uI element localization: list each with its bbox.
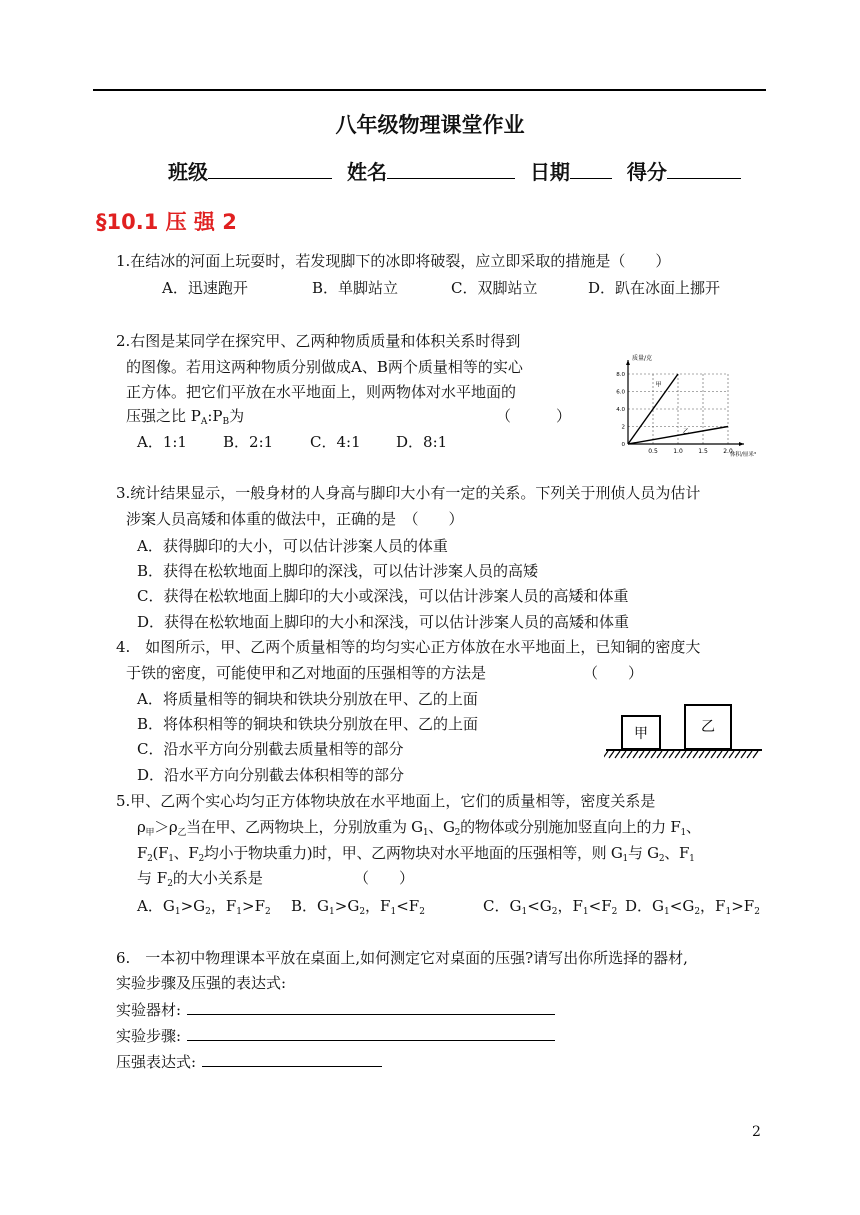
q2-sub-a: A xyxy=(200,417,208,427)
ground-hatch-line xyxy=(639,751,644,758)
cube-yi-label: 乙 xyxy=(701,719,715,735)
q6-equipment xyxy=(116,1000,555,1019)
name-blank[interactable] xyxy=(387,158,515,179)
score-label: 得分 xyxy=(626,160,667,184)
series-label-jia: 甲 xyxy=(655,381,662,389)
q4-option-d: D．沿水平方向分别截去体积相等的部分 xyxy=(137,766,405,784)
date-label: 日期 xyxy=(529,160,570,184)
ground-hatch-line xyxy=(753,751,758,758)
y-axis-arrow xyxy=(626,360,630,365)
y-tick-label: 8.0 xyxy=(616,372,625,378)
q4-answer-paren: （ ） xyxy=(583,664,644,682)
page-number: 2 xyxy=(752,1124,761,1140)
q6-expression-blank[interactable] xyxy=(202,1052,382,1067)
ground-hatch-line xyxy=(681,751,686,758)
q3-line2: 涉案人员高矮和体重的做法中，正确的是 （ ） xyxy=(126,510,464,528)
y-tick-label: 6.0 xyxy=(616,389,625,396)
q5-option-a: A．$G_1>G_2$，$F_1>F_2$ xyxy=(137,897,271,917)
q2-option-d: D．8:1 xyxy=(396,433,448,451)
ground-hatch-line xyxy=(747,751,752,758)
q4-option-c: C．沿水平方向分别截去质量相等的部分 xyxy=(137,740,404,758)
q5-option-c: C．$G_1<G_2$，$F_1<F_2$ xyxy=(483,897,618,917)
q5-option-d: D．$G_1<G_2$，$F_1>F_2$ xyxy=(625,897,760,917)
ground-hatch-line xyxy=(615,751,620,758)
ground-hatch-line xyxy=(687,751,692,758)
q5-answer-paren: （ ） xyxy=(354,869,415,887)
y-tick-label: 2 xyxy=(621,424,625,431)
x-axis-label: 体积/厘米³ xyxy=(730,452,757,458)
ground-hatch-line xyxy=(663,751,668,758)
ground-hatch-line xyxy=(705,751,710,758)
q5-line3: $F_2(F_1$、$F_2$均小于物块重力)时，甲、乙两物块对水平地面的压强相等，则 $G_1$与 $G_2$、$F_1$ xyxy=(137,844,695,864)
ground-hatch-line xyxy=(693,751,698,758)
q2-option-c: C．4:1 xyxy=(310,433,361,451)
q3-option-a: A．获得脚印的大小，可以估计涉案人员的体重 xyxy=(137,537,448,555)
q2-option-b: B．2:1 xyxy=(223,433,274,451)
q2-line2: 的图像。若用这两种物质分别做成A、B两个质量相等的实心 xyxy=(126,358,523,376)
q6-equipment-label: 实验器材: xyxy=(116,1001,182,1019)
mass-volume-chart xyxy=(606,352,764,460)
q2-line4 xyxy=(126,407,244,431)
q6-line1: 6. 一本初中物理课本平放在桌面上,如何测定它对桌面的压强?请写出你所选择的器材, xyxy=(116,949,688,967)
two-cubes-figure xyxy=(604,698,764,760)
ground-hatch-line xyxy=(711,751,716,758)
q4-option-b: B．将体积相等的铜块和铁块分别放在甲、乙的上面 xyxy=(137,715,479,733)
cube-jia-label: 甲 xyxy=(634,726,648,742)
q5-option-b: B．$G_1>G_2$，$F_1<F_2$ xyxy=(291,897,425,917)
y-tick-label: 4.0 xyxy=(616,407,625,413)
series-label-yi: 乙 xyxy=(683,428,690,436)
q2-sub-b: B xyxy=(222,417,230,427)
ground-hatch-line xyxy=(741,751,746,758)
series-line-jia xyxy=(628,374,678,444)
q5-line2: $\rho_甲>\rho_乙$当在甲、乙两物块上，分别放重为 $G_1$、$G_2$的物体或分别施加竖直向上的力 $F_1$、 xyxy=(137,818,701,838)
q2-answer-paren: （ ） xyxy=(496,407,572,425)
q4-line2: 于铁的密度，可能使甲和乙对地面的压强相等的方法是 xyxy=(126,664,487,682)
q6-equipment-blank[interactable] xyxy=(187,1000,555,1015)
ground-hatch-line xyxy=(627,751,632,758)
ground-hatch-line xyxy=(651,751,656,758)
ground-hatch-line xyxy=(669,751,674,758)
ground-hatch-line xyxy=(645,751,650,758)
x-tick-label: 1.5 xyxy=(698,448,708,455)
q3-option-d: D．获得在松软地面上脚印的大小和深浅，可以估计涉案人员的高矮和体重 xyxy=(137,613,630,631)
q5-line4: 与 $F_2$的大小关系是 xyxy=(137,869,263,889)
section-title: §10.1 压 强 2 xyxy=(96,210,237,234)
q4-option-a: A．将质量相等的铜块和铁块分别放在甲、乙的上面 xyxy=(137,690,478,708)
q1-option-c: C．双脚站立 xyxy=(451,279,538,297)
x-axis-arrow xyxy=(739,442,744,446)
q2-line3: 正方体。把它们平放在水平地面上，则两物体对水平地面的 xyxy=(126,383,517,401)
q2-colon: :P xyxy=(207,407,223,425)
q1-option-d: D．趴在冰面上挪开 xyxy=(588,279,721,297)
ground-hatch-line xyxy=(699,751,704,758)
q2-line4-pre: 压强之比 P xyxy=(126,407,201,425)
y-tick-label: 0 xyxy=(621,442,625,448)
ground-hatch-line xyxy=(735,751,740,758)
ground-hatch-line xyxy=(717,751,722,758)
q1-stem: 1.在结冰的河面上玩耍时，若发现脚下的冰即将破裂，应立即采取的措施是（ ） xyxy=(116,252,671,270)
ground-hatch-line xyxy=(609,751,614,758)
x-tick-label: 1.0 xyxy=(673,448,683,455)
q2-option-a: A．1:1 xyxy=(137,433,187,451)
score-blank[interactable] xyxy=(667,158,741,179)
ground-hatch-line xyxy=(657,751,662,758)
q2-line4-post: 为 xyxy=(229,407,245,425)
x-tick-label: 0.5 xyxy=(648,448,658,455)
q6-steps xyxy=(116,1026,555,1045)
q2-line1: 2.右图是某同学在探究甲、乙两种物质质量和体积关系时得到 xyxy=(116,332,521,350)
q3-option-c: C．获得在松软地面上脚印的大小或深浅，可以估计涉案人员的高矮和体重 xyxy=(137,587,629,605)
q3-line1: 3.统计结果显示，一般身材的人身高与脚印大小有一定的关系。下列关于刑侦人员为估计 xyxy=(116,484,701,502)
ground-hatch-line xyxy=(723,751,728,758)
date-blank[interactable] xyxy=(570,158,612,179)
x-tick-label: 2.0 xyxy=(723,448,733,455)
q3-option-b: B．获得在松软地面上脚印的深浅，可以估计涉案人员的高矮 xyxy=(137,562,539,580)
ground-hatch-line xyxy=(675,751,680,758)
ground-hatch-line xyxy=(621,751,626,758)
q6-expression xyxy=(116,1052,382,1071)
q6-line2: 实验步骤及压强的表达式: xyxy=(116,974,287,992)
class-blank[interactable] xyxy=(208,158,332,179)
y-axis-label: 质量/克 xyxy=(632,355,653,362)
ground-hatch-line xyxy=(633,751,638,758)
q4-line1: 4. 如图所示，甲、乙两个质量相等的均匀实心正方体放在水平地面上，已知铜的密度大 xyxy=(116,638,701,656)
q6-steps-label: 实验步骤: xyxy=(116,1027,182,1045)
q6-expression-label: 压强表达式: xyxy=(116,1053,197,1071)
header-rule xyxy=(93,89,766,91)
page-title: 八年级物理课堂作业 xyxy=(335,112,525,137)
q1-option-b: B．单脚站立 xyxy=(312,279,399,297)
name-label: 姓名 xyxy=(346,160,387,184)
series-line-yi xyxy=(628,427,728,445)
student-info-line xyxy=(168,156,741,185)
q1-option-a: A．迅速跑开 xyxy=(162,279,248,297)
q6-steps-blank[interactable] xyxy=(187,1026,555,1041)
ground-hatch-line xyxy=(604,751,608,758)
ground-hatch-line xyxy=(729,751,734,758)
class-label: 班级 xyxy=(168,160,208,184)
q5-line1: 5.甲、乙两个实心均匀正方体物块放在水平地面上，它们的质量相等，密度关系是 xyxy=(116,792,656,810)
